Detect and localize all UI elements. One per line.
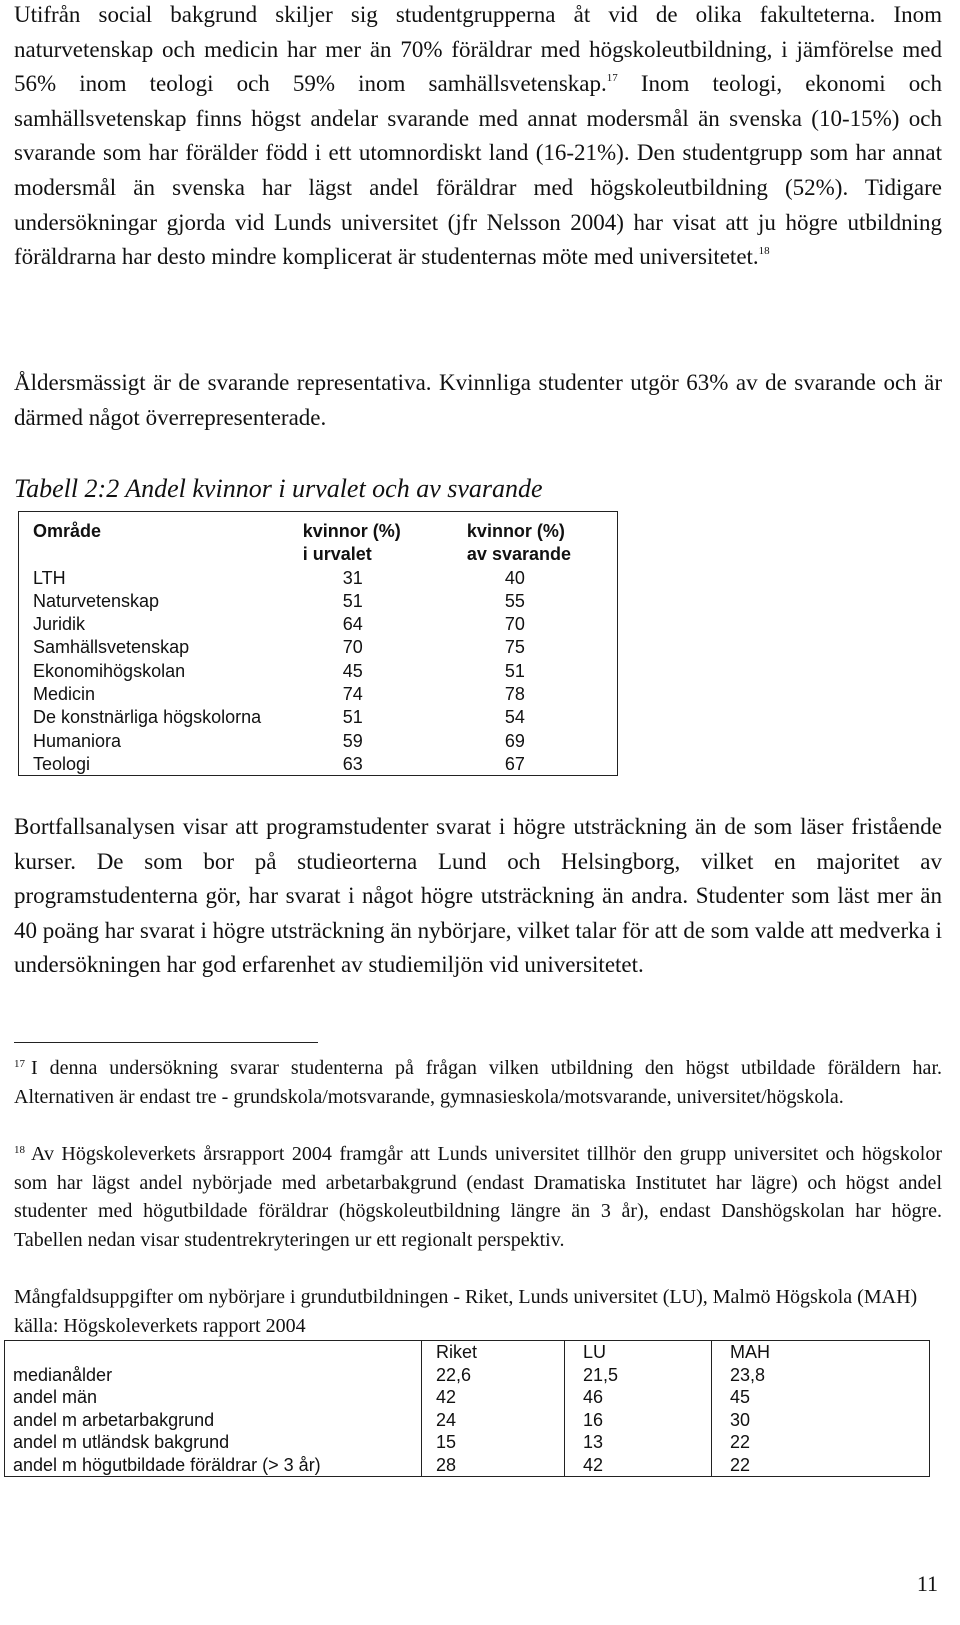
sample-cell: 51 [342, 707, 363, 728]
table-row [5, 1386, 930, 1409]
table-row [5, 1409, 930, 1432]
label-cell: andel m utländsk bakgrund [5, 1431, 422, 1454]
sample-cell: 70 [342, 637, 363, 658]
riket-cell: 15 [422, 1431, 565, 1454]
diversity-table-body [5, 1341, 930, 1477]
footnote-ref-17[interactable]: 17 [606, 72, 618, 85]
table-header-row [5, 1341, 930, 1364]
label-cell: medianålder [5, 1364, 422, 1387]
lu-cell: 42 [565, 1454, 712, 1477]
riket-cell: 42 [422, 1386, 565, 1409]
respondents-cell: 70 [504, 614, 525, 635]
sample-cell: 64 [342, 614, 363, 635]
respondents-cell: 51 [504, 660, 525, 681]
table-row [33, 730, 617, 753]
table-header-row [33, 520, 617, 543]
area-cell: Juridik [33, 614, 86, 635]
label-cell: andel män [5, 1386, 422, 1409]
area-cell: De konstnärliga högskolorna [33, 707, 262, 728]
table-row [33, 613, 617, 636]
paragraph-social-background [14, 0, 942, 275]
table-row [33, 683, 617, 706]
header-label [5, 1341, 422, 1364]
riket-cell: 24 [422, 1409, 565, 1432]
mah-cell: 45 [712, 1386, 930, 1409]
footnote-number: 17 [14, 1058, 25, 1070]
page-number: 11 [916, 1571, 938, 1596]
table-note: Mångfaldsuppgifter om nybörjare i grundutbildningen - Riket, Lunds universitet (LU), Malmö Högskola (MAH) källa: Högskoleverkets rapport 2004 [14, 1286, 918, 1337]
sample-cell: 45 [342, 660, 363, 681]
table-row [33, 753, 617, 776]
header-respondents-sub: av svarande [466, 544, 571, 565]
respondents-cell: 55 [504, 590, 525, 611]
women-share-table-body [33, 520, 617, 776]
footnote-18 [14, 1140, 942, 1254]
area-cell: Samhällsvetenskap [33, 637, 190, 658]
table-row [5, 1454, 930, 1477]
table-row [5, 1364, 930, 1387]
table-row [5, 1431, 930, 1454]
respondents-cell: 54 [504, 707, 525, 728]
respondents-cell: 75 [504, 637, 525, 658]
area-cell: Medicin [33, 684, 96, 705]
mah-cell: 23,8 [712, 1364, 930, 1387]
table-row [33, 567, 617, 590]
riket-cell: 28 [422, 1454, 565, 1477]
respondents-cell: 40 [504, 567, 525, 588]
table-row [33, 636, 617, 659]
area-cell: Humaniora [33, 730, 122, 751]
table-row [33, 590, 617, 613]
footnote-ref-18[interactable]: 18 [758, 245, 770, 258]
area-cell: Ekonomihögskolan [33, 660, 186, 681]
respondents-cell: 67 [504, 753, 525, 774]
footnote-17 [14, 1054, 942, 1111]
area-cell: Naturvetenskap [33, 590, 160, 611]
header-sample-sub: i urvalet [302, 544, 372, 565]
sample-cell: 59 [342, 730, 363, 751]
footnote-text: Av Högskoleverkets årsrapport 2004 framgår att Lunds universitet tillhör den grupp universitet och högskolor som har lägst andel nybörjade med arbetarbakgrund (endast Dramatiska Institutet har lägre) och högst andel studenter med högutbildade föräldrar (högskoleutbildning längre än 3 år), endast Danshögskolan har högre. Tabellen nedan visar studentrekryteringen ur ett regionalt perspektiv. [14, 1143, 942, 1251]
footnote-divider [14, 1042, 318, 1043]
header-mah: MAH [712, 1341, 930, 1364]
paragraph-text: Inom teologi, ekonomi och samhällsvetenskap finns högst andelar svarande med annat modersmål än svenska (10-15%) och svarande som har förälder född i ett utomnordiskt land (16-21%). Den studentgrupp som har annat modersmål än svenska har lägst andel föräldrar med högskoleutbildning (52%). Tidigare undersökningar gjorda vid Lunds universitet (jfr Nelsson 2004) har visat att ju högre utbildning föräldrarna har desto mindre komplicerat är studenternas möte med universitetet. [14, 71, 942, 270]
respondents-cell: 78 [504, 684, 525, 705]
label-cell: andel m arbetarbakgrund [5, 1409, 422, 1432]
sample-cell: 74 [342, 684, 363, 705]
lu-cell: 21,5 [565, 1364, 712, 1387]
table-row [33, 706, 617, 729]
diversity-table [4, 1340, 930, 1477]
sample-cell: 31 [342, 567, 363, 588]
area-cell: LTH [33, 567, 66, 588]
header-area: Område [33, 521, 102, 541]
footnote-text: I denna undersökning svarar studenterna på frågan vilken utbildning den högst utbildade föräldern har. Alternativen är endast tre - grundskola/motsvarande, gymnasieskola/motsvarande, universitet/högskola. [14, 1057, 942, 1108]
sample-cell: 63 [342, 753, 363, 774]
table-caption: Tabell 2:2 Andel kvinnor i urvalet och av svarande [14, 474, 543, 503]
lu-cell: 13 [565, 1431, 712, 1454]
mah-cell: 30 [712, 1409, 930, 1432]
header-respondents: kvinnor (%) [466, 521, 565, 541]
label-cell: andel m högutbildade föräldrar (> 3 år) [5, 1454, 422, 1477]
lu-cell: 16 [565, 1409, 712, 1432]
table-header-row [33, 543, 617, 566]
footnote-number: 18 [14, 1144, 25, 1156]
respondents-cell: 69 [504, 730, 525, 751]
mah-cell: 22 [712, 1431, 930, 1454]
women-share-table [18, 511, 618, 776]
mah-cell: 22 [712, 1454, 930, 1477]
paragraph-text: Utifrån social bakgrund skiljer sig studentgrupperna åt vid de olika fakulteterna. Inom naturvetenskap och medicin har mer än 70% föräldrar med högskoleutbildning, i jämförelse med 56% inom teologi och 59% inom samhällsvetenskap. [14, 2, 942, 97]
header-sample: kvinnor (%) [302, 521, 401, 541]
paragraph-dropout-analysis: Bortfallsanalysen visar att programstudenter svarat i högre utsträckning än de som läser fristående kurser. De som bor på studieorterna Lund och Helsingborg, vilket en majoritet av programstudenterna gör, har svarat i något högre utsträckning än andra. Studenter som läst mer än 40 poäng har svarat i högre utsträckning än nybörjare, vilket talar för att de som valde att medverka i undersökningen har god erfarenhet av studiemiljön vid universitetet. [14, 814, 942, 978]
table-row [33, 660, 617, 683]
header-lu: LU [565, 1341, 712, 1364]
sample-cell: 51 [342, 590, 363, 611]
area-cell: Teologi [33, 753, 91, 774]
lu-cell: 46 [565, 1386, 712, 1409]
paragraph-age: Åldersmässigt är de svarande representativa. Kvinnliga studenter utgör 63% av de svarande och är därmed något överrepresenterade. [14, 370, 942, 430]
riket-cell: 22,6 [422, 1364, 565, 1387]
header-riket: Riket [422, 1341, 565, 1364]
